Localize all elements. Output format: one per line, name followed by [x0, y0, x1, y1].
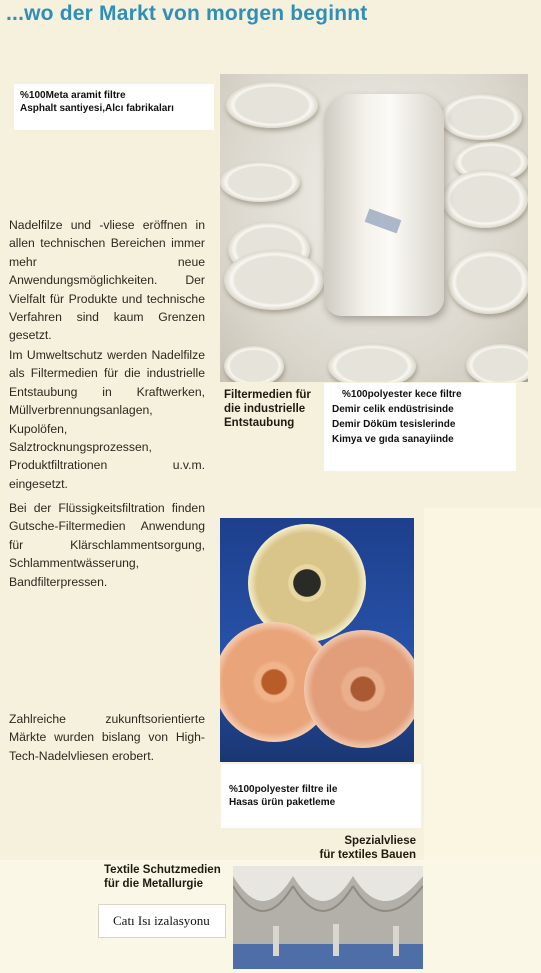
- note-polyester-felt-line3: Demir Döküm tesislerinde: [332, 419, 456, 430]
- filter-ring: [466, 344, 528, 382]
- note-packaging-line2: Hasas ürün paketleme: [229, 796, 336, 808]
- caption-filtermedien: [224, 388, 324, 430]
- note-polyester-felt: [324, 383, 516, 471]
- paragraph-needle-felts: Nadelfilze und -vliese eröffnen in allen technischen Bereichen immer mehr neue Anwendungsmöglichkeiten. Der Vielfalt für Produkte und technische Verfahren sind kaum Grenzen gesetzt.: [9, 218, 205, 343]
- note-polyester-felt-line4: Kimya ve gıda sanayiinde: [332, 434, 454, 445]
- note-roof-text: Catı Isı izalasyonu: [113, 913, 210, 928]
- metal-coils-photo: [220, 518, 414, 762]
- filter-ring: [224, 250, 324, 310]
- note-aramid-filter: [14, 84, 214, 130]
- note-polyester-packaging: [221, 764, 421, 828]
- filter-ring: [442, 170, 528, 228]
- caption-filtermedien-line1: Filtermedien für: [224, 389, 311, 401]
- caption-spezialvliese-line2: für textiles Bauen: [319, 849, 416, 861]
- paragraph-future-markets: Zahlreiche zukunftsorientierte Märkte wurden bislang von High-Tech-Nadelvliesen erobert.: [9, 712, 205, 763]
- filter-ring: [440, 94, 522, 140]
- caption-schutzmedien-line2: für die Metallurgie: [104, 878, 204, 890]
- note-polyester-felt-line1: %100polyester kece filtre: [342, 389, 462, 400]
- filter-ring: [226, 82, 318, 128]
- note-polyester-felt-line2: Demir celik endüstrisinde: [332, 404, 454, 415]
- caption-spezialvliese: [312, 834, 416, 862]
- page-headline: ...wo der Markt von morgen beginnt: [6, 2, 368, 25]
- note-aramid-line1: %100Meta aramit filtre: [20, 90, 126, 101]
- paragraph-environment: Im Umweltschutz werden Nadelfilze als Filtermedien für die industrielle Entstaubung in Kraftwerken, Müllverbrennungsanlagen, Kupolöfen, Salztrocknungsprozessen, Produktfiltrationen u.v.m. eingesetzt.: [9, 348, 205, 491]
- caption-spezialvliese-line1: Spezialvliese: [344, 835, 416, 847]
- note-aramid-line2: Asphalt santiyesi,Alcı fabrikaları: [20, 102, 174, 114]
- note-roof-insulation: [98, 904, 226, 938]
- filter-bags-photo: [220, 74, 528, 382]
- filter-bag-label: [365, 209, 402, 234]
- caption-schutzmedien-line1: Textile Schutzmedien: [104, 864, 221, 876]
- coil-bottom-right: [304, 630, 414, 748]
- filter-ring: [448, 250, 528, 314]
- filter-bag: [324, 94, 444, 316]
- note-packaging-line1: %100polyester filtre ile: [229, 784, 338, 795]
- filter-ring: [224, 346, 284, 382]
- caption-filtermedien-line3: Entstaubung: [224, 417, 295, 429]
- caption-filtermedien-line2: die industrielle: [224, 403, 306, 415]
- caption-schutzmedien: [104, 863, 228, 891]
- paragraph-liquid-filtration: Bei der Flüssigkeitsfiltration finden Gutsche-Filtermedien Anwendung für Klärschlammentsorgung, Schlammentwässerung, Bandfilterpressen.: [9, 501, 205, 589]
- roof-membrane-graphic: [233, 866, 423, 969]
- filter-ring: [328, 344, 416, 382]
- filter-ring: [220, 162, 300, 202]
- textile-roof-photo: [233, 866, 423, 969]
